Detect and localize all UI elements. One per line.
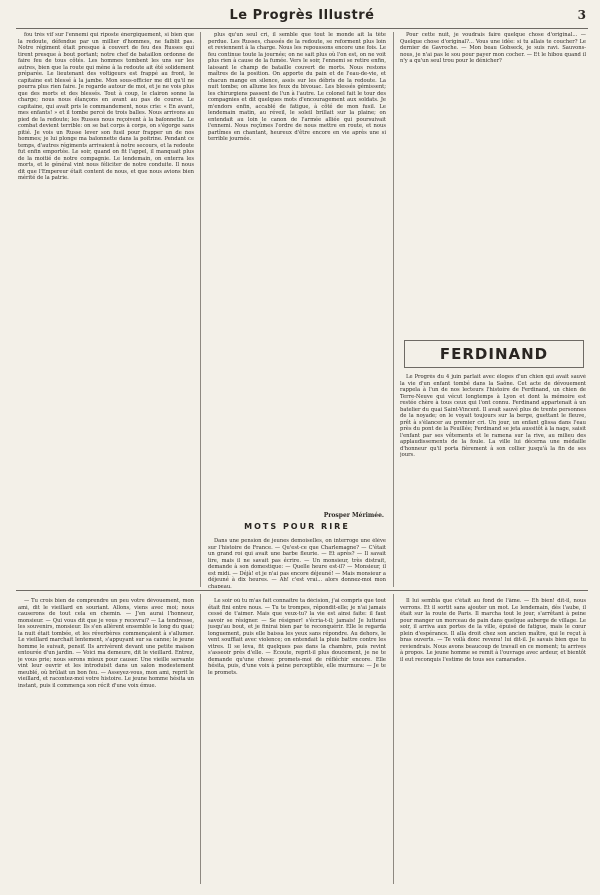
author-signature: Prosper Mérimée.: [323, 512, 384, 519]
article-column-1: [18, 32, 194, 587]
feuilleton-text: Le soir où tu m'as fait connaître ta décision, j'ai compris que tout était fini entre nous. — Tu te trompes, répondit-elle; je n'ai jamais cessé de t'aimer. Mais que veux-tu? la vie est ainsi faite: il faut savoir se résigner. — Se résigner! s'écria-t-il; jamais! Je lutterai jusqu'au bout, et je finirai bien par te reconquérir. Elle le regarda longuement, puis elle baissa les yeux sans répondre. Au dehors, le vent soufflait avec violence; on entendait la pluie battre contre les vitres. Il se leva, fit quelques pas dans la chambre, puis revint s'asseoir près d'elle. — Écoute, reprit-il plus doucement, je ne te demande qu'une chose: promets-moi de réfléchir encore. Elle hésita, puis, d'une voix à peine perceptible, elle murmura: — Je te le promets.: [208, 598, 386, 676]
article-text: plus qu'un seul cri, il semble que tout le monde ait la tête perdue. Les Russes, chassés de la redoute, se reforment plus loin et reviennent à la charge. Nous les repoussons encore une fois. Le feu continue toute la journée; on ne sait plus où l'on est, on ne voit plus rien à cause de la fumée. Vers le soir, l'ennemi se retire enfin, laissant le champ de bataille couvert de morts. Nous restons maîtres de la position. On apporte du pain et de l'eau-de-vie, et chacun mange en silence, assis sur les débris de la redoute. La nuit tombe; on allume les feux du bivouac. Les blessés gémissent; les chirurgiens passent de l'un à l'autre. Le colonel fait le tour des compagnies et dit quelques mots d'encouragement aux soldats. Je m'endors enfin, accablé de fatigue, à côté de mon fusil. Le lendemain matin, au réveil, le soleil brillait sur la plaine; on entendait au loin le canon de l'armée alliée qui poursuivait l'ennemi. Nous reçûmes l'ordre de nous mettre en route, et nous partîmes en chantant, heureux d'être encore en vie après une si terrible journée.: [208, 32, 386, 142]
feuilleton-text: Il lui sembla que c'était au fond de l'âme. — Eh bien! dit-il, nous verrons. Et il sortit sans ajouter un mot. Le lendemain, dès l'aube, il était sur la route de Paris. Il marcha tout le jour, s'arrêtant à peine pour manger un morceau de pain dans quelque auberge de village. Le soir, il arriva aux portes de la ville, épuisé de fatigue, mais le cœur plein d'espérance. Il alla droit chez son ancien maître, qui le reçut à bras ouverts. — Te voilà donc revenu! lui dit-il. Je savais bien que tu reviendrais. Nous avons beaucoup de travail en ce moment; tu arrives à propos. Le jeune homme se remit à l'ouvrage avec ardeur, et bientôt il eut reconquis l'estime de tous ses camarades.: [400, 598, 586, 663]
newspaper-title: Le Progrès Illustré: [229, 8, 375, 23]
masthead: [16, 6, 588, 29]
feature-text: Le Progrès du 4 juin parlait avec éloges d'un chien qui avait sauvé la vie d'un enfant tombé dans la Saône. Cet acte de dévouement rappela à l'un de nos lecteurs l'histoire de Ferdinand, un chien de Terre-Neuve qui vécut longtemps à Lyon et dont la mémoire est restée chère à tous ceux qui l'ont connu. Ferdinand appartenait à un batelier du quai Saint-Vincent. Il avait sauvé plus de trente personnes de la noyade; on le voyait toujours sur la berge, guettant le fleuve, prêt à s'élancer au premier cri. Un jour, un enfant glissa dans l'eau près du pont de la Feuillée; Ferdinand se jeta aussitôt à la nage, saisit l'enfant par ses vêtements et le ramena sur la rive, au milieu des applaudissements de la foule. La ville lui décerna une médaille d'honneur qu'il porta fièrement à son collier jusqu'à la fin de ses jours.: [400, 374, 586, 458]
feuilleton-text: — Tu crois bien de comprendre un peu votre dévouement, mon ami, dit le vieillard en souriant. Allons, viens avec moi; nous causerons de tout cela en chemin. — J'en aurai l'honneur, monsieur. — Qui vous dit que je vous y recevrai? — La tendresse, les souvenirs, monsieur. Ils s'en allèrent ensemble le long du quai; la nuit était tombée, et les réverbères commençaient à s'allumer. Le vieillard marchait lentement, s'appuyant sur sa canne; le jeune homme le suivait, pensif. Ils arrivèrent devant une petite maison entourée d'un jardin. — Voici ma demeure, dit le vieillard. Entrez, je vous prie; nous serons mieux pour causer. Une vieille servante vint leur ouvrir et les introduisit dans un salon modestement meublé, où brûlait un bon feu. — Asseyez-vous, mon ami, reprit le vieillard, et racontez-moi votre histoire. Le jeune homme hésita un instant, puis il commença son récit d'une voix émue.: [18, 598, 194, 689]
feuilleton-column-3: [400, 598, 586, 886]
column-divider: [200, 594, 201, 884]
column-divider: [393, 594, 394, 884]
feature-column: [400, 374, 586, 588]
article-text: fou très vif sur l'ennemi qui riposte énergiquement, si bien que la redoute, défendue par un millier d'hommes, ne faiblit pas. Notre régiment était presque à couvert de feu des Russes qui tirent presque à bout portant; notre chef de bataillon ordonne de faire feu de tous côtés. Les hommes tombent les uns sur les autres, bien que la route qui mène à la redoute ait été solidement préparée. Le lieutenant des voltigeurs est frappé au front, le capitaine est blessé à la jambe. Mon sous-officier me dit qu'il ne pourra plus rien faire. Je regarde autour de moi, et je ne vois plus que des morts et des blessés. Tout à coup, le clairon sonne la charge; nous nous élançons en avant au pas de course. Le capitaine, qui avait pris le commandement, nous crie: « En avant, mes enfants! » et il tombe percé de trois balles. Nous arrivons au pied de la redoute; les Russes nous reçoivent à la baïonnette. Le combat devient terrible: on se bat corps à corps, on s'égorge sans pitié. Je vois un Russe lever son fusil pour frapper un de nos hommes; je lui plonge ma baïonnette dans la poitrine. Pendant ce temps, d'autres régiments arrivaient à notre secours, et la redoute fut enfin emportée. Le soir, quand on fit l'appel, il manquait plus de la moitié de notre compagnie. Le lendemain, on enterra les morts, et le général vint nous féliciter de notre conduite. Il nous dit que l'Empereur était content de nous, et que nous avions bien mérité de la patrie.: [18, 32, 194, 181]
feuilleton-divider: [16, 590, 588, 591]
feuilleton-column-2: [208, 598, 386, 886]
feuilleton-column-1: [18, 598, 194, 886]
jokes-column: [208, 538, 386, 588]
column-divider: [200, 32, 201, 587]
article-text: Pour cette nuit, je voudrais faire quelque chose d'original... — Quelque chose d'original?... Vous une idée: si tu allais te coucher? Le dernier de Gavroche. — Mon beau Gobseck, je suis ravi. Sauvons-nous, je n'ai pas le sou pour payer mon cocher. — Et le hibou quand il n'y a qu'un seul trou pour le dénicher?: [400, 32, 586, 64]
jokes-text: Dans une pension de jeunes demoiselles, on interroge une élève sur l'histoire de France. — Qu'est-ce que Charlemagne? — C'était un grand roi qui avait une barbe fleurie. — Et après? — Il savait lire, mais il ne savait pas écrire. — Un monsieur, très distrait, demande à son domestique: — Quelle heure est-il? — Monsieur, il est midi. — Déjà! et je n'ai pas encore déjeuné! — Mais monsieur a déjeuné à dix heures. — Ah! c'est vrai... alors donnez-moi mon chapeau.: [208, 538, 386, 588]
page-number: 3: [577, 8, 586, 22]
section-heading: MOTS POUR RIRE: [244, 522, 350, 531]
article-column-3: [400, 32, 586, 332]
feature-title-box: [404, 340, 584, 368]
column-divider: [393, 32, 394, 587]
feature-title: FERDINAND: [439, 345, 549, 363]
article-column-2: [208, 32, 386, 502]
